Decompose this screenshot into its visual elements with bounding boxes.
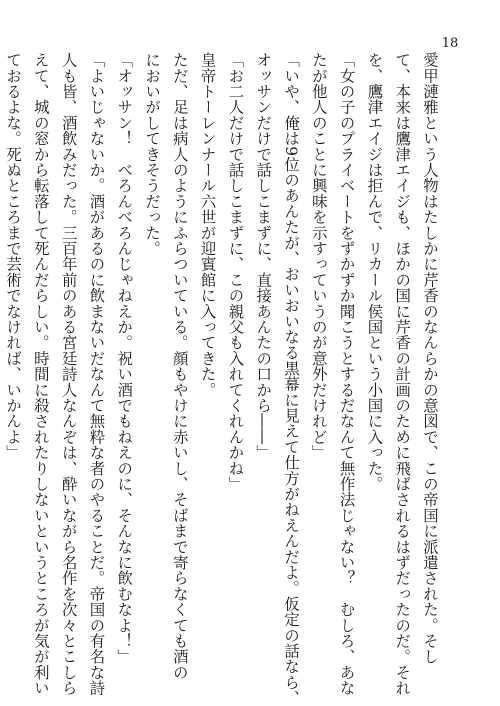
text-line: 「よいじゃないか。酒があるのに飲まないだなんて無粋な者のやることだ。帝国の有名な詩 — [87, 52, 106, 696]
text-line: においがしてきそうだった。 — [143, 52, 162, 257]
page-number: 18 — [441, 36, 459, 51]
text-line: 「いや、俺は9位のあんたが、おいおいなる黒幕に見えて仕方がねえんだよ。仮定の話なら、 — [282, 52, 301, 706]
text-line: 「お二人だけで話しこまずに、この親父も入れてくれんかね」 — [226, 52, 245, 492]
text-line: 「オッサン！ べろんべろんじゃねえか。祝い酒でもねえのに、そんなに飲むなよ！」 — [115, 52, 134, 665]
text-line: 皇帝トーレンナール六世が迎賓館に入ってきた。 — [198, 52, 217, 398]
text-line: えて、城の窓から転落して死んだらしい。時間に殺されたりしないというところが気が利い — [31, 52, 50, 696]
text-line: 人も皆、酒飲みだった。三百年前のある宮廷詩人なんぞは、酔いながら名作を次々とこしら — [59, 52, 78, 696]
text-line: ただ、足は病人のようにふらついている。顔もやけに赤いし、そばまで寄らなくても酒の — [170, 52, 189, 680]
text-line: 「女の子のプライベートをずかずか聞こうとするだなんて無作法じゃない？ むしろ、あな — [337, 52, 356, 696]
text-line: て、本来は鷹津エイジも、ほかの国に芹香の計画のために飛ばされるはずだったのだ。それ — [393, 52, 412, 696]
text-line: ておるよな。死ぬところまで芸術でなければ、いかんよ」 — [4, 52, 23, 461]
text-line: を、鷹津エイジは拒んで、リカール侯国という小国に入った。 — [365, 52, 384, 492]
text-line: たが他人のことに興味を示すっていうのが意外だけれど」 — [309, 52, 328, 461]
text-line: オッサンだけで話しこまずに、直接あんたの口から――」 — [254, 52, 273, 461]
body-text — [4, 52, 443, 706]
text-line: 愛甲漣雅という人物はたしかに芹香のなんらかの意図で、この帝国に派遣された。そし — [421, 52, 439, 665]
